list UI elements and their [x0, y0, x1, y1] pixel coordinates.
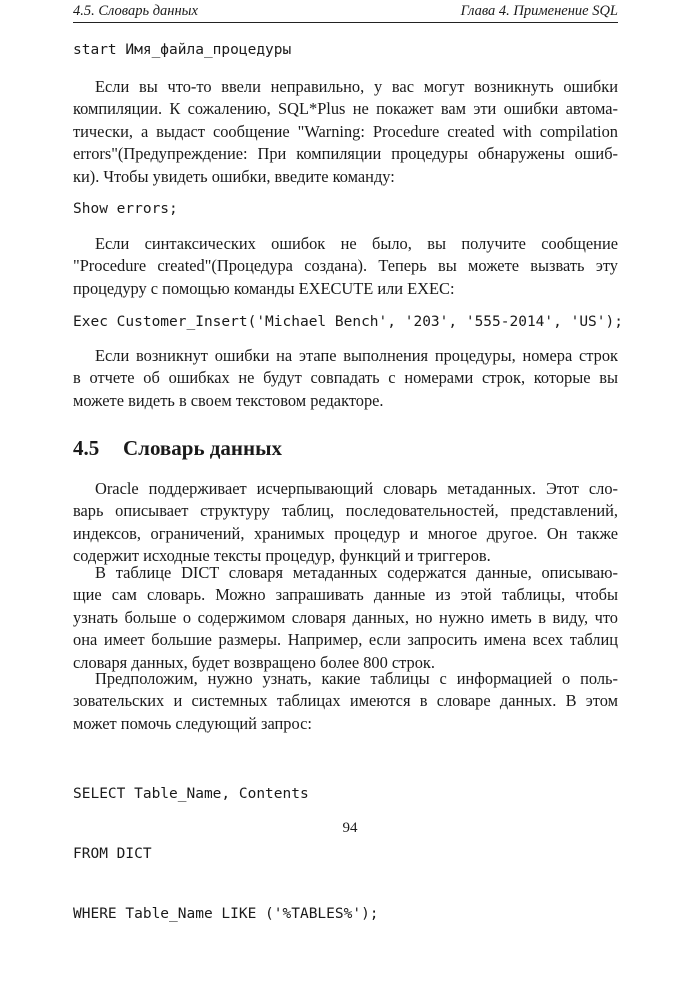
text-line: компиляции. К сожалению, SQL*Plus не покажет вам эти ошибки автома- [73, 99, 618, 119]
code-line: FROM DICT [73, 846, 152, 862]
text-line: она имеет большие размеры. Например, если запросить имена всех таблиц [73, 630, 618, 650]
section-heading [73, 436, 282, 461]
code-show-errors: Show errors; [73, 201, 178, 217]
text-line: словаря данных, будет возвращено более 800 строк. [73, 652, 435, 672]
text-line: Oracle поддерживает исчерпывающий словарь метаданных. Этот сло- [95, 479, 618, 498]
paragraph-query-intro [73, 668, 618, 735]
text-line: варь описывает структуру таблиц, последовательностей, представлений, [73, 501, 618, 521]
header-chapter-title: Глава 4. Применение SQL [460, 3, 618, 19]
text-line: Если вы что-то ввели неправильно, у вас могут возникнуть ошибки [95, 77, 618, 96]
text-line: "Procedure created"(Процедура создана). Теперь вы можете вызвать эту [73, 256, 618, 276]
paragraph-runtime-errors [73, 345, 618, 412]
code-exec-command: Exec Customer_Insert('Michael Bench', '203', '555-2014', 'US'); [73, 314, 623, 330]
paragraph-dict-table [73, 562, 618, 674]
code-line: WHERE Table_Name LIKE ('%TABLES%'); [73, 906, 379, 922]
paragraph-compile-errors [73, 76, 618, 188]
text-line: процедуру с помощью команды EXECUTE или EXEC: [73, 278, 455, 298]
code-start-command: start Имя_файла_процедуры [73, 42, 292, 58]
paragraph-procedure-created [73, 233, 618, 300]
text-line: Предположим, нужно узнать, какие таблицы с информацией о поль- [95, 669, 618, 688]
text-line: может помочь следующий запрос: [73, 713, 312, 733]
header-section-title: 4.5. Словарь данных [73, 3, 198, 19]
text-line: Если возникнут ошибки на этапе выполнения процедуры, номера строк [95, 346, 618, 365]
text-line: можете видеть в своем текстовом редакторе. [73, 390, 384, 410]
text-line: тически, а выдаст сообщение "Warning: Procedure created with compilation [73, 121, 618, 141]
page-number: 94 [342, 820, 358, 836]
paragraph-oracle-dictionary [73, 478, 618, 568]
text-line: содержит исходные тексты процедур, функций и триггеров. [73, 546, 491, 566]
text-line: зовательских и системных таблицах имеются в словаре данных. В этом [73, 691, 618, 711]
running-header [73, 2, 618, 23]
text-line: ки). Чтобы увидеть ошибки, введите команду: [73, 166, 395, 186]
text-line: щие сам словарь. Можно запрашивать данные из этой таблицы, чтобы [73, 585, 618, 605]
section-number: 4.5 [73, 436, 100, 460]
section-title: Словарь данных [123, 436, 283, 460]
text-line: узнать больше о содержимом словаря данных, но нужно иметь в виду, что [73, 607, 618, 627]
text-line: Если синтаксических ошибок не было, вы получите сообщение [95, 234, 618, 253]
code-sql-query [73, 744, 379, 964]
text-line: в отчете об ошибках не будут совпадать с номерами строк, которые вы [73, 368, 618, 388]
code-line: SELECT Table_Name, Contents [73, 786, 309, 802]
text-line: индексов, ограничений, хранимых процедур и многое другое. Он также [73, 523, 618, 543]
text-line: В таблице DICT словаря метаданных содержатся данные, описываю- [95, 563, 618, 582]
text-line: errors"(Предупреждение: При компиляции процедуры обнаружены ошиб- [73, 144, 618, 164]
